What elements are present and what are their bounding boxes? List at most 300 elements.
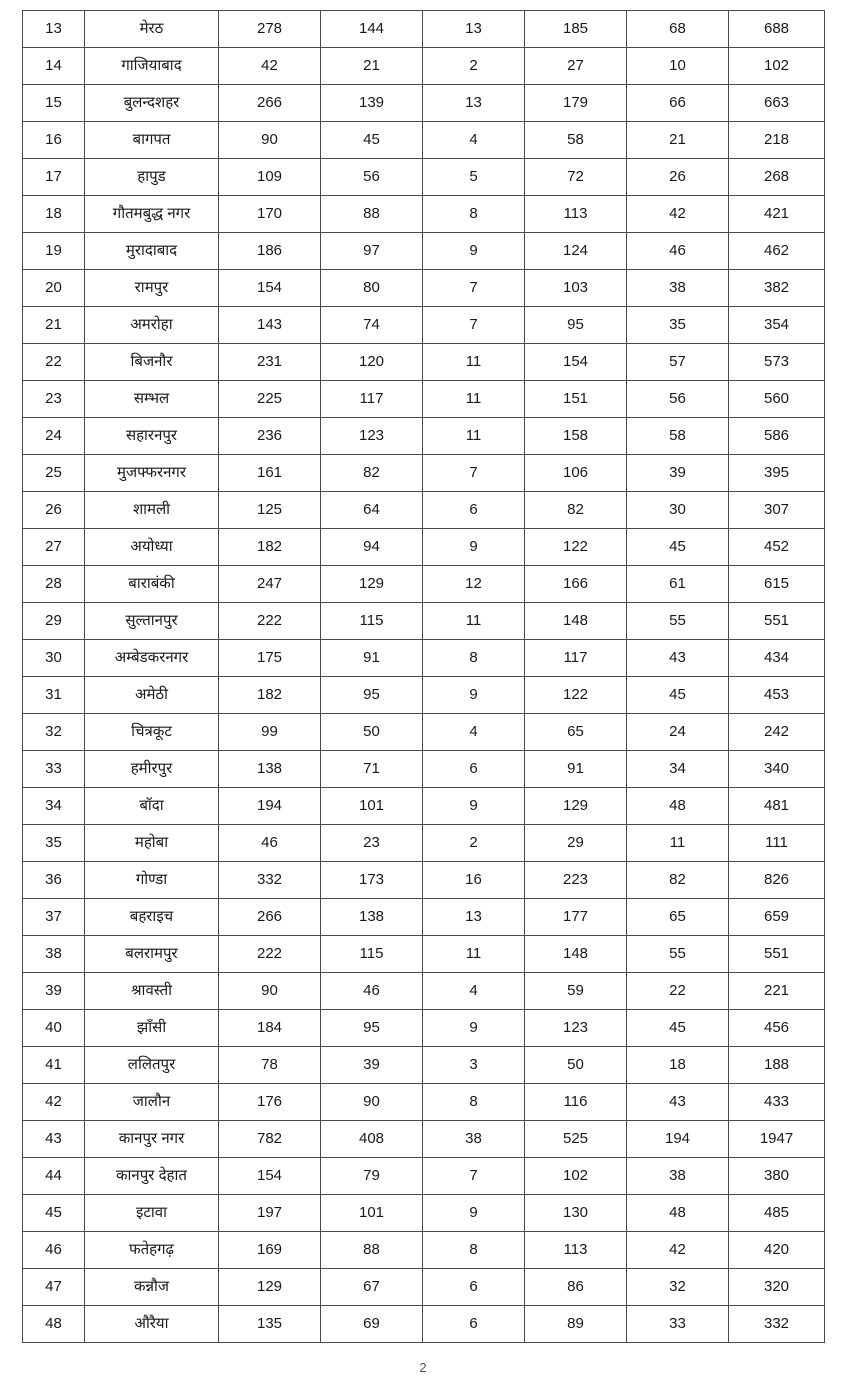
cell-total: 453 [729, 677, 825, 714]
cell-value-1: 236 [219, 418, 321, 455]
cell-value-3: 6 [423, 492, 525, 529]
cell-serial: 25 [23, 455, 85, 492]
cell-value-3: 4 [423, 714, 525, 751]
cell-value-3: 16 [423, 862, 525, 899]
cell-value-2: 50 [321, 714, 423, 751]
cell-district: अम्बेडकरनगर [85, 640, 219, 677]
cell-value-4: 113 [525, 1232, 627, 1269]
page-number: 2 [419, 1360, 427, 1375]
cell-value-4: 95 [525, 307, 627, 344]
table-row [23, 1195, 825, 1232]
cell-value-5: 18 [627, 1047, 729, 1084]
cell-district: हमीरपुर [85, 751, 219, 788]
table-row [23, 1047, 825, 1084]
cell-value-2: 139 [321, 85, 423, 122]
cell-serial: 33 [23, 751, 85, 788]
cell-total: 221 [729, 973, 825, 1010]
table-row [23, 1269, 825, 1306]
cell-value-3: 6 [423, 751, 525, 788]
cell-serial: 22 [23, 344, 85, 381]
cell-value-4: 58 [525, 122, 627, 159]
cell-district: बागपत [85, 122, 219, 159]
cell-value-1: 169 [219, 1232, 321, 1269]
cell-district: बहराइच [85, 899, 219, 936]
cell-value-1: 225 [219, 381, 321, 418]
cell-value-1: 170 [219, 196, 321, 233]
cell-value-5: 38 [627, 270, 729, 307]
cell-value-1: 182 [219, 677, 321, 714]
cell-value-2: 138 [321, 899, 423, 936]
cell-value-5: 56 [627, 381, 729, 418]
cell-value-3: 7 [423, 270, 525, 307]
cell-total: 242 [729, 714, 825, 751]
cell-total: 340 [729, 751, 825, 788]
cell-value-2: 123 [321, 418, 423, 455]
table-row [23, 751, 825, 788]
cell-value-2: 97 [321, 233, 423, 270]
table-row [23, 344, 825, 381]
cell-total: 188 [729, 1047, 825, 1084]
cell-value-2: 64 [321, 492, 423, 529]
cell-value-2: 408 [321, 1121, 423, 1158]
table-row [23, 233, 825, 270]
cell-value-2: 95 [321, 677, 423, 714]
cell-total: 320 [729, 1269, 825, 1306]
cell-value-5: 33 [627, 1306, 729, 1343]
cell-value-1: 182 [219, 529, 321, 566]
cell-district: अयोध्या [85, 529, 219, 566]
cell-total: 307 [729, 492, 825, 529]
cell-value-5: 32 [627, 1269, 729, 1306]
cell-serial: 29 [23, 603, 85, 640]
cell-value-3: 4 [423, 122, 525, 159]
cell-total: 354 [729, 307, 825, 344]
cell-serial: 37 [23, 899, 85, 936]
table-row [23, 640, 825, 677]
cell-value-5: 58 [627, 418, 729, 455]
cell-value-1: 266 [219, 899, 321, 936]
cell-value-3: 13 [423, 11, 525, 48]
cell-total: 433 [729, 1084, 825, 1121]
cell-district: चित्रकूट [85, 714, 219, 751]
cell-district: जालौन [85, 1084, 219, 1121]
cell-value-1: 125 [219, 492, 321, 529]
cell-value-2: 117 [321, 381, 423, 418]
table-row [23, 1084, 825, 1121]
cell-serial: 39 [23, 973, 85, 1010]
cell-total: 586 [729, 418, 825, 455]
cell-total: 111 [729, 825, 825, 862]
cell-value-4: 122 [525, 529, 627, 566]
cell-serial: 35 [23, 825, 85, 862]
cell-serial: 19 [23, 233, 85, 270]
cell-value-1: 154 [219, 1158, 321, 1195]
cell-value-1: 109 [219, 159, 321, 196]
cell-value-2: 39 [321, 1047, 423, 1084]
cell-total: 688 [729, 11, 825, 48]
cell-value-1: 186 [219, 233, 321, 270]
cell-total: 659 [729, 899, 825, 936]
cell-value-3: 11 [423, 381, 525, 418]
cell-serial: 41 [23, 1047, 85, 1084]
cell-serial: 44 [23, 1158, 85, 1195]
cell-total: 462 [729, 233, 825, 270]
table-row [23, 122, 825, 159]
cell-serial: 16 [23, 122, 85, 159]
cell-serial: 21 [23, 307, 85, 344]
cell-total: 421 [729, 196, 825, 233]
cell-value-3: 9 [423, 788, 525, 825]
cell-district: सम्भल [85, 381, 219, 418]
cell-district: महोबा [85, 825, 219, 862]
table-row [23, 1306, 825, 1343]
cell-value-1: 154 [219, 270, 321, 307]
table-row [23, 307, 825, 344]
cell-serial: 28 [23, 566, 85, 603]
cell-value-3: 8 [423, 640, 525, 677]
cell-serial: 45 [23, 1195, 85, 1232]
cell-district: ललितपुर [85, 1047, 219, 1084]
cell-serial: 30 [23, 640, 85, 677]
cell-value-4: 72 [525, 159, 627, 196]
cell-value-4: 86 [525, 1269, 627, 1306]
cell-value-3: 38 [423, 1121, 525, 1158]
cell-value-3: 8 [423, 196, 525, 233]
cell-value-3: 13 [423, 85, 525, 122]
cell-total: 434 [729, 640, 825, 677]
cell-value-5: 34 [627, 751, 729, 788]
cell-value-4: 113 [525, 196, 627, 233]
cell-total: 560 [729, 381, 825, 418]
cell-district: गौतमबुद्ध नगर [85, 196, 219, 233]
cell-district: कानपुर नगर [85, 1121, 219, 1158]
cell-value-1: 278 [219, 11, 321, 48]
cell-value-1: 222 [219, 603, 321, 640]
cell-value-4: 122 [525, 677, 627, 714]
table-row [23, 677, 825, 714]
cell-value-5: 35 [627, 307, 729, 344]
cell-value-4: 106 [525, 455, 627, 492]
cell-value-2: 120 [321, 344, 423, 381]
table-row [23, 159, 825, 196]
cell-district: फतेहगढ़ [85, 1232, 219, 1269]
cell-value-2: 74 [321, 307, 423, 344]
cell-value-2: 82 [321, 455, 423, 492]
cell-value-4: 124 [525, 233, 627, 270]
cell-serial: 34 [23, 788, 85, 825]
cell-district: गाजियाबाद [85, 48, 219, 85]
cell-value-5: 48 [627, 1195, 729, 1232]
cell-value-2: 95 [321, 1010, 423, 1047]
cell-district: मेरठ [85, 11, 219, 48]
cell-value-4: 82 [525, 492, 627, 529]
cell-value-5: 21 [627, 122, 729, 159]
table-row [23, 270, 825, 307]
cell-serial: 31 [23, 677, 85, 714]
cell-value-4: 185 [525, 11, 627, 48]
cell-value-3: 7 [423, 1158, 525, 1195]
cell-value-2: 79 [321, 1158, 423, 1195]
cell-value-5: 55 [627, 936, 729, 973]
cell-total: 615 [729, 566, 825, 603]
cell-value-3: 9 [423, 529, 525, 566]
cell-serial: 38 [23, 936, 85, 973]
table-row [23, 85, 825, 122]
cell-value-5: 43 [627, 1084, 729, 1121]
cell-serial: 46 [23, 1232, 85, 1269]
cell-value-5: 39 [627, 455, 729, 492]
cell-value-5: 45 [627, 1010, 729, 1047]
cell-value-3: 11 [423, 603, 525, 640]
cell-total: 268 [729, 159, 825, 196]
cell-value-3: 9 [423, 1195, 525, 1232]
cell-value-3: 7 [423, 307, 525, 344]
cell-value-5: 46 [627, 233, 729, 270]
cell-value-3: 2 [423, 48, 525, 85]
district-data-table [22, 10, 825, 1343]
cell-serial: 14 [23, 48, 85, 85]
cell-district: कन्नौज [85, 1269, 219, 1306]
cell-district: बाराबंकी [85, 566, 219, 603]
cell-value-2: 46 [321, 973, 423, 1010]
cell-value-4: 525 [525, 1121, 627, 1158]
cell-value-4: 65 [525, 714, 627, 751]
cell-serial: 26 [23, 492, 85, 529]
cell-total: 382 [729, 270, 825, 307]
cell-value-5: 10 [627, 48, 729, 85]
cell-total: 332 [729, 1306, 825, 1343]
cell-district: इटावा [85, 1195, 219, 1232]
cell-total: 452 [729, 529, 825, 566]
cell-value-1: 782 [219, 1121, 321, 1158]
cell-value-5: 42 [627, 196, 729, 233]
table-row [23, 1232, 825, 1269]
cell-district: अमेठी [85, 677, 219, 714]
cell-value-1: 99 [219, 714, 321, 751]
cell-serial: 23 [23, 381, 85, 418]
cell-serial: 42 [23, 1084, 85, 1121]
cell-value-1: 90 [219, 973, 321, 1010]
cell-value-1: 135 [219, 1306, 321, 1343]
cell-serial: 32 [23, 714, 85, 751]
cell-value-3: 4 [423, 973, 525, 1010]
cell-district: बॉदा [85, 788, 219, 825]
cell-value-5: 45 [627, 529, 729, 566]
cell-value-4: 177 [525, 899, 627, 936]
table-row [23, 529, 825, 566]
cell-district: सहारनपुर [85, 418, 219, 455]
cell-serial: 47 [23, 1269, 85, 1306]
cell-value-3: 3 [423, 1047, 525, 1084]
table-row [23, 825, 825, 862]
cell-value-5: 48 [627, 788, 729, 825]
cell-value-5: 61 [627, 566, 729, 603]
cell-total: 485 [729, 1195, 825, 1232]
cell-value-2: 173 [321, 862, 423, 899]
cell-value-4: 91 [525, 751, 627, 788]
table-row [23, 1121, 825, 1158]
table-row [23, 603, 825, 640]
cell-value-2: 101 [321, 1195, 423, 1232]
cell-serial: 27 [23, 529, 85, 566]
cell-district: औरैया [85, 1306, 219, 1343]
cell-value-1: 46 [219, 825, 321, 862]
cell-value-1: 231 [219, 344, 321, 381]
cell-value-5: 66 [627, 85, 729, 122]
cell-value-1: 332 [219, 862, 321, 899]
table-row [23, 973, 825, 1010]
cell-value-4: 27 [525, 48, 627, 85]
cell-value-4: 117 [525, 640, 627, 677]
cell-value-2: 90 [321, 1084, 423, 1121]
cell-value-3: 2 [423, 825, 525, 862]
cell-value-3: 9 [423, 677, 525, 714]
cell-value-3: 9 [423, 233, 525, 270]
cell-value-1: 184 [219, 1010, 321, 1047]
cell-total: 380 [729, 1158, 825, 1195]
cell-value-4: 29 [525, 825, 627, 862]
cell-value-4: 89 [525, 1306, 627, 1343]
cell-value-2: 67 [321, 1269, 423, 1306]
cell-value-1: 175 [219, 640, 321, 677]
cell-value-4: 116 [525, 1084, 627, 1121]
cell-value-4: 50 [525, 1047, 627, 1084]
cell-value-2: 88 [321, 196, 423, 233]
cell-value-5: 82 [627, 862, 729, 899]
cell-value-1: 176 [219, 1084, 321, 1121]
cell-value-3: 11 [423, 344, 525, 381]
table-row [23, 381, 825, 418]
cell-value-1: 247 [219, 566, 321, 603]
cell-value-1: 78 [219, 1047, 321, 1084]
cell-value-3: 13 [423, 899, 525, 936]
cell-value-2: 71 [321, 751, 423, 788]
cell-district: बुलन्दशहर [85, 85, 219, 122]
cell-value-3: 12 [423, 566, 525, 603]
table-row [23, 455, 825, 492]
cell-value-1: 138 [219, 751, 321, 788]
cell-value-3: 6 [423, 1306, 525, 1343]
cell-value-2: 23 [321, 825, 423, 862]
cell-value-4: 148 [525, 936, 627, 973]
cell-value-3: 9 [423, 1010, 525, 1047]
cell-value-4: 179 [525, 85, 627, 122]
cell-value-1: 129 [219, 1269, 321, 1306]
cell-value-3: 11 [423, 418, 525, 455]
cell-value-5: 43 [627, 640, 729, 677]
cell-value-2: 80 [321, 270, 423, 307]
cell-serial: 18 [23, 196, 85, 233]
cell-district: सुल्तानपुर [85, 603, 219, 640]
cell-value-1: 143 [219, 307, 321, 344]
cell-total: 826 [729, 862, 825, 899]
document-page [22, 10, 824, 1343]
table-row [23, 492, 825, 529]
cell-value-5: 65 [627, 899, 729, 936]
cell-district: गोण्डा [85, 862, 219, 899]
cell-serial: 48 [23, 1306, 85, 1343]
cell-total: 551 [729, 603, 825, 640]
cell-value-4: 223 [525, 862, 627, 899]
cell-serial: 40 [23, 1010, 85, 1047]
cell-value-2: 21 [321, 48, 423, 85]
table-row [23, 788, 825, 825]
cell-value-3: 11 [423, 936, 525, 973]
cell-value-5: 45 [627, 677, 729, 714]
cell-district: मुजफ्फरनगर [85, 455, 219, 492]
cell-value-4: 166 [525, 566, 627, 603]
cell-serial: 20 [23, 270, 85, 307]
cell-district: अमरोहा [85, 307, 219, 344]
cell-total: 218 [729, 122, 825, 159]
cell-total: 395 [729, 455, 825, 492]
cell-value-4: 158 [525, 418, 627, 455]
table-row [23, 11, 825, 48]
cell-serial: 13 [23, 11, 85, 48]
cell-district: रामपुर [85, 270, 219, 307]
cell-value-3: 8 [423, 1232, 525, 1269]
cell-value-4: 123 [525, 1010, 627, 1047]
cell-value-3: 5 [423, 159, 525, 196]
cell-value-4: 148 [525, 603, 627, 640]
cell-value-2: 56 [321, 159, 423, 196]
cell-value-4: 102 [525, 1158, 627, 1195]
cell-value-5: 38 [627, 1158, 729, 1195]
cell-value-4: 103 [525, 270, 627, 307]
cell-value-5: 42 [627, 1232, 729, 1269]
cell-value-2: 101 [321, 788, 423, 825]
cell-serial: 15 [23, 85, 85, 122]
cell-value-5: 57 [627, 344, 729, 381]
cell-district: श्रावस्ती [85, 973, 219, 1010]
cell-value-4: 129 [525, 788, 627, 825]
table-row [23, 196, 825, 233]
cell-value-4: 130 [525, 1195, 627, 1232]
cell-total: 1947 [729, 1121, 825, 1158]
cell-value-2: 115 [321, 603, 423, 640]
table-row [23, 418, 825, 455]
cell-serial: 17 [23, 159, 85, 196]
cell-total: 420 [729, 1232, 825, 1269]
cell-value-3: 6 [423, 1269, 525, 1306]
cell-value-1: 90 [219, 122, 321, 159]
cell-value-1: 42 [219, 48, 321, 85]
cell-serial: 36 [23, 862, 85, 899]
table-row [23, 714, 825, 751]
cell-district: झॉंसी [85, 1010, 219, 1047]
table-row [23, 936, 825, 973]
cell-value-4: 154 [525, 344, 627, 381]
cell-value-5: 194 [627, 1121, 729, 1158]
cell-value-1: 194 [219, 788, 321, 825]
cell-value-5: 26 [627, 159, 729, 196]
cell-total: 663 [729, 85, 825, 122]
cell-value-2: 115 [321, 936, 423, 973]
cell-district: बलरामपुर [85, 936, 219, 973]
cell-value-4: 151 [525, 381, 627, 418]
cell-serial: 24 [23, 418, 85, 455]
cell-value-1: 266 [219, 85, 321, 122]
cell-value-2: 144 [321, 11, 423, 48]
table-row [23, 1158, 825, 1195]
cell-value-5: 68 [627, 11, 729, 48]
cell-value-2: 69 [321, 1306, 423, 1343]
cell-district: कानपुर देहात [85, 1158, 219, 1195]
cell-value-5: 30 [627, 492, 729, 529]
cell-value-4: 59 [525, 973, 627, 1010]
cell-district: मुरादाबाद [85, 233, 219, 270]
cell-value-5: 24 [627, 714, 729, 751]
